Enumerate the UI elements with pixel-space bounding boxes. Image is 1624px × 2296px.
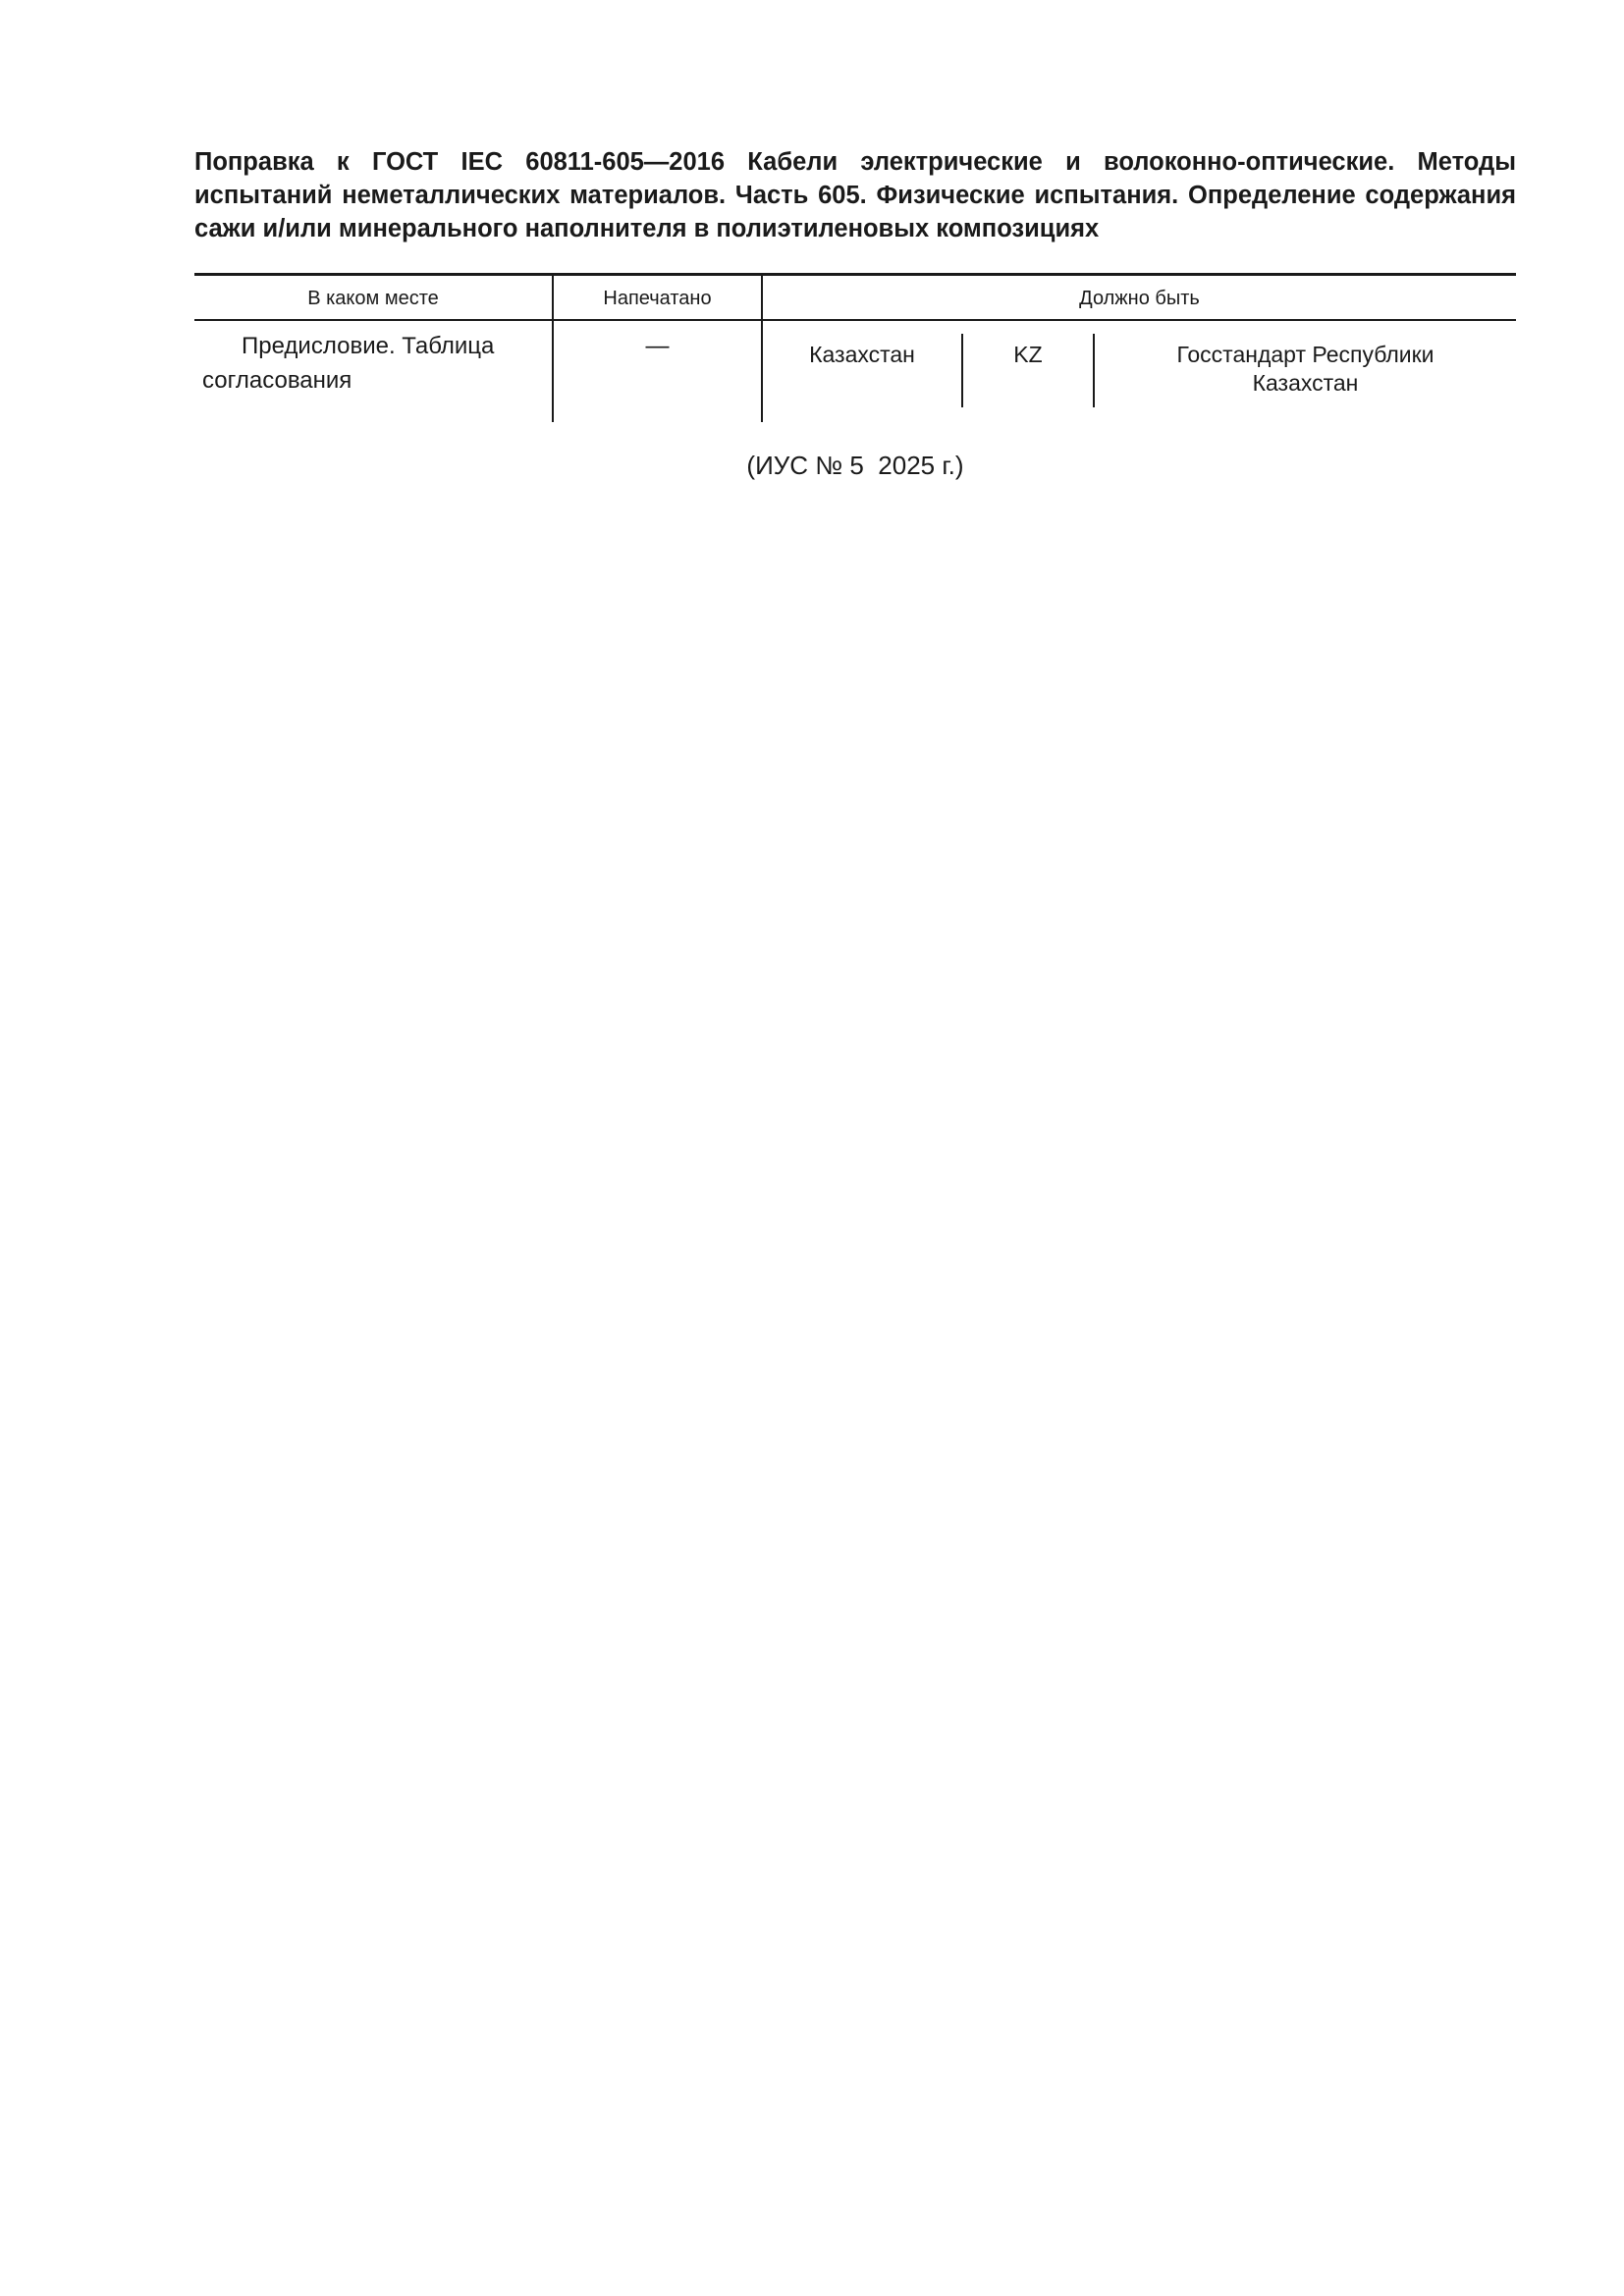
- cell-agency-line2: Казахстан: [1252, 370, 1359, 396]
- table-top-rule: [194, 273, 1516, 276]
- header-printed: Напечатано: [603, 288, 712, 309]
- header-where: В каком месте: [307, 288, 439, 309]
- cell-printed: —: [645, 333, 670, 359]
- amendment-title: Поправка к ГОСТ IEC 60811-605—2016 Кабели электрические и волоконно-оптические. Методы испытаний неметаллических материалов. Часть 605. Физические испытания. Определение содержания сажи и/или минерального наполнителя в полиэтиленовых композициях: [194, 148, 1516, 242]
- cell-where-line1: Предисловие. Таблица: [242, 333, 495, 359]
- issue-reference: (ИУС № 5 2025 г.): [746, 451, 964, 480]
- cell-country: Казахстан: [809, 342, 915, 367]
- cell-where-line2: согласования: [202, 367, 352, 394]
- table-header-rule: [194, 319, 1516, 321]
- amendment-table: [194, 273, 1516, 422]
- cell-country-code: KZ: [1013, 342, 1043, 367]
- header-should-be: Должно быть: [1079, 288, 1200, 309]
- cell-agency-line1: Госстандарт Республики: [1176, 342, 1435, 367]
